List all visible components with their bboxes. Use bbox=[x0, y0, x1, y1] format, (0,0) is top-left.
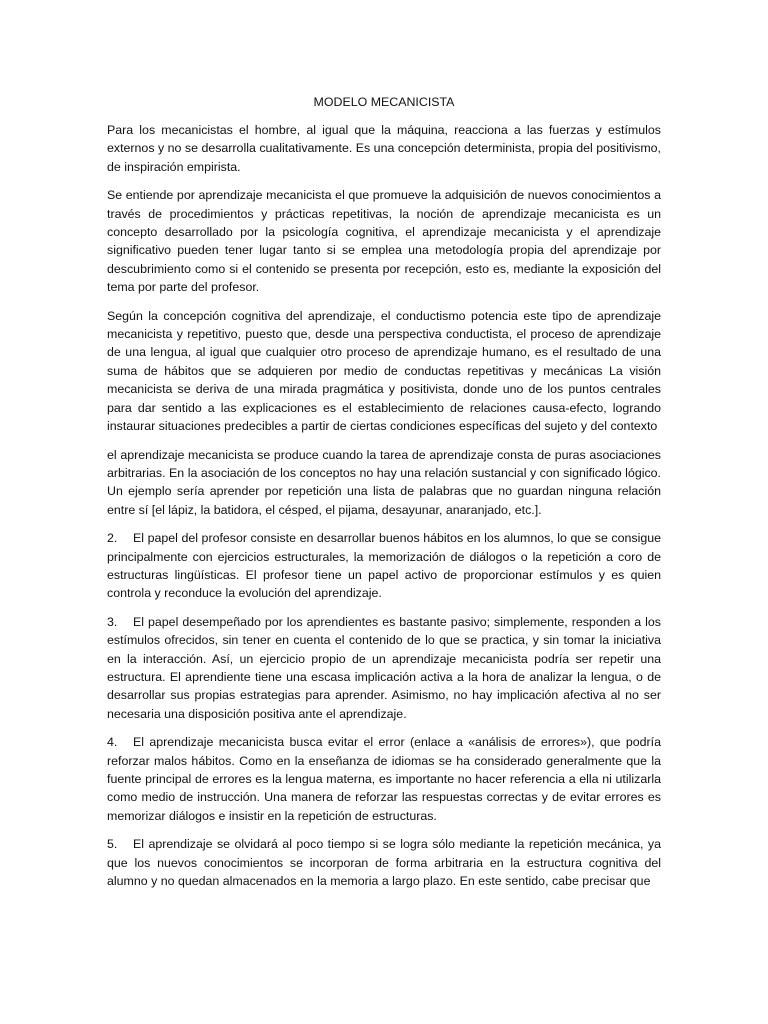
paragraph-number: 2. bbox=[107, 531, 118, 546]
numbered-paragraph bbox=[107, 613, 661, 723]
numbered-paragraph bbox=[107, 529, 661, 603]
paragraph-text: El aprendizaje mecanicista busca evitar el error (enlace a «análisis de errores»), que podría reforzar malos hábitos. Como en la enseñanza de idiomas se ha considerado generalmente que la fuente principal de errores es la lengua materna, es importante no hacer referencia a ella ni utilizarla como medio de instrucción. Una manera de reforzar las respuestas correctas y de evitar errores es memorizar diálogos e insistir en la repetición de estructuras. bbox=[107, 735, 661, 823]
paragraph-text: El papel del profesor consiste en desarrollar buenos hábitos en los alumnos, lo que se consigue principalmente con ejercicios estructurales, la memorización de diálogos o la repetición a coro de estructuras lingüísticas. El profesor tiene un papel activo de proporcionar estímulos y es quien controla y reconduce la evolución del aprendizaje. bbox=[107, 531, 661, 601]
numbered-paragraph bbox=[107, 733, 661, 825]
paragraph-number: 3. bbox=[107, 614, 118, 629]
paragraph-text: Se entiende por aprendizaje mecanicista el que promueve la adquisición de nuevos conocimientos a través de procedimientos y prácticas repetitivas, la noción de aprendizaje mecanicista es un concepto desarrollado por la psicología cognitiva, el aprendizaje mecanicista y el aprendizaje significativo pueden tener lugar tanto si se emplea una metodología propia del aprendizaje por descubrimiento como si el contenido se presenta por recepción, esto es, mediante la exposición del tema por parte del profesor. bbox=[107, 188, 661, 295]
paragraph bbox=[107, 307, 661, 436]
document-body bbox=[107, 93, 661, 900]
paragraph-text: Según la concepción cognitiva del aprendizaje, el conductismo potencia este tipo de aprendizaje mecanicista y repetitivo, puesto que, desde una perspectiva conductista, el proceso de aprendizaje de una lengua, al igual que cualquier otro proceso de aprendizaje humano, es el resultado de una suma de hábitos que se adquieren por medio de conductas repetitivas y mecánicas La visión mecanicista se deriva de una mirada pragmática y positivista, donde uno de los puntos centrales para dar sentido a las explicaciones es el establecimiento de relaciones causa-efecto, logrando instaurar situaciones predecibles a partir de ciertas condiciones específicas del sujeto y del contexto bbox=[107, 308, 661, 434]
paragraph-text: Para los mecanicistas el hombre, al igual que la máquina, reacciona a las fuerzas y estímulos externos y no se desarrolla cualitativamente. Es una concepción determinista, propia del positivismo, de inspiración empirista. bbox=[107, 123, 661, 174]
numbered-paragraph bbox=[107, 835, 661, 890]
paragraph-number: 5. bbox=[107, 837, 118, 852]
paragraph-text: el aprendizaje mecanicista se produce cuando la tarea de aprendizaje consta de puras asociaciones arbitrarias. En la asociación de los conceptos no hay una relación sustancial y con significado lógico. Un ejemplo sería aprender por repetición una lista de palabras que no guardan ninguna relación entre sí [el lápiz, la batidora, el césped, el pijama, desayunar, anaranjado, etc.]. bbox=[107, 447, 661, 517]
paragraph bbox=[107, 186, 661, 296]
paragraph-number: 4. bbox=[107, 735, 118, 750]
paragraph-text: El papel desempeñado por los aprendientes es bastante pasivo; simplemente, responden a los estímulos ofrecidos, sin tener en cuenta el contenido de lo que se practica, y sin tomar la iniciativa en la interacción. Así, un ejercicio propio de un aprendizaje mecanicista podría ser repetir una estructura. El aprendiente tiene una escasa implicación activa a la hora de analizar la lengua, o de desarrollar sus propias estrategias para aprender. Asimismo, no hay implicación afectiva al no ser necesaria una disposición positiva ante el aprendizaje. bbox=[107, 614, 661, 721]
paragraph bbox=[107, 121, 661, 176]
document-title: MODELO MECANICISTA bbox=[313, 95, 455, 109]
paragraph bbox=[107, 446, 661, 520]
paragraph-text: El aprendizaje se olvidará al poco tiempo si se logra sólo mediante la repetición mecánica, ya que los nuevos conocimientos se incorporan de forma arbitraria en la estructura cognitiva del alumno y no quedan almacenados en la memoria a largo plazo. En este sentido, cabe precisar que bbox=[107, 837, 661, 889]
